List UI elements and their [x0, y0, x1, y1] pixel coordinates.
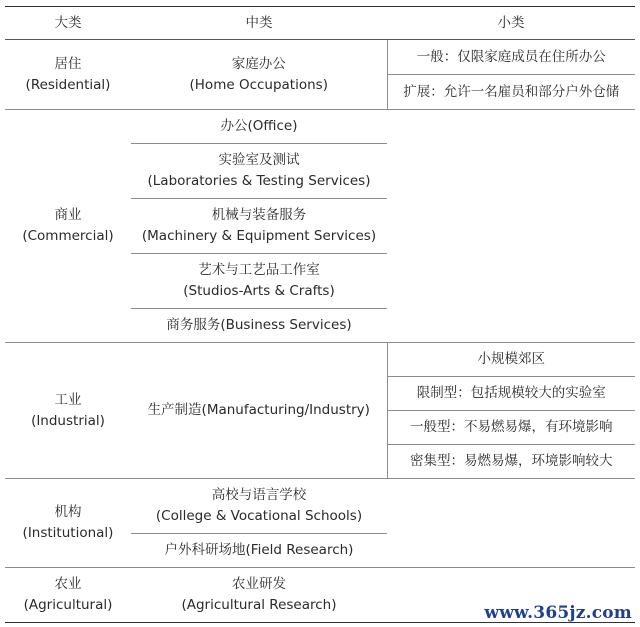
medium-business-services: 商务服务(Business Services): [131, 309, 387, 343]
header-minor: 小类: [387, 7, 635, 40]
medium-label-en: (Studios-Arts & Crafts): [183, 283, 335, 299]
medium-laboratories: [131, 144, 387, 199]
minor-residential-extended: 扩展：允许一名雇员和部分户外仓储: [387, 75, 635, 110]
major-label: 工业: [54, 391, 82, 408]
table-header-row: [5, 7, 635, 40]
minor-commercial-empty: [387, 110, 635, 343]
major-institutional: [5, 479, 131, 568]
minor-industrial-intensive: 密集型：易燃易爆，环境影响较大: [387, 445, 635, 479]
medium-college: [131, 479, 387, 534]
medium-label-en: (Laboratories & Testing Services): [147, 173, 371, 189]
medium-home-occupations: [131, 40, 387, 110]
major-label: 居住: [54, 55, 82, 72]
medium-label-en: (Machinery & Equipment Services): [141, 228, 377, 244]
table-row: [5, 110, 635, 144]
table-row: [5, 343, 635, 377]
medium-label: 实验室及测试: [218, 152, 300, 168]
header-medium: 中类: [131, 7, 387, 40]
minor-institutional-empty: [387, 479, 635, 568]
minor-industrial-restricted: 限制型：包括规模较大的实验室: [387, 377, 635, 411]
major-label-en: (Residential): [25, 76, 111, 93]
major-industrial: [5, 343, 131, 479]
medium-agricultural-research: [131, 568, 387, 623]
zoning-classification-table: [5, 6, 635, 623]
medium-label: 家庭办公: [231, 55, 286, 72]
medium-office: 办公(Office): [131, 110, 387, 144]
major-commercial: [5, 110, 131, 343]
medium-manufacturing: 生产制造(Manufacturing/Industry): [131, 343, 387, 479]
medium-label: 艺术与工艺品工作室: [198, 262, 320, 278]
major-label-en: (Industrial): [31, 412, 105, 429]
table-row: [5, 479, 635, 534]
major-label-en: (Agricultural): [23, 597, 113, 613]
major-agricultural: [5, 568, 131, 623]
table-row: [5, 40, 635, 75]
medium-label: 农业研发: [232, 576, 286, 592]
medium-label: 机械与装备服务: [211, 207, 307, 223]
minor-residential-general: 一般：仅限家庭成员在住所办公: [387, 40, 635, 75]
minor-industrial-general: 一般型：不易燃易爆，有环境影响: [387, 411, 635, 445]
medium-label-en: (College & Vocational Schools): [155, 508, 363, 524]
major-residential: [5, 40, 131, 110]
medium-label-en: (Agricultural Research): [181, 597, 337, 613]
major-label-en: (Commercial): [22, 228, 114, 244]
medium-studios: [131, 254, 387, 309]
medium-label: 高校与语言学校: [211, 487, 307, 503]
header-major: 大类: [5, 7, 131, 40]
medium-machinery: [131, 199, 387, 254]
major-label: 机构: [54, 504, 82, 520]
medium-label-en: (Home Occupations): [189, 76, 328, 93]
site-watermark: www.365jz.com: [484, 603, 632, 623]
minor-industrial-suburban: 小规模郊区: [387, 343, 635, 377]
medium-field-research: 户外科研场地(Field Research): [131, 534, 387, 568]
major-label: 商业: [54, 207, 82, 223]
major-label: 农业: [54, 576, 82, 592]
major-label-en: (Institutional): [22, 525, 114, 541]
